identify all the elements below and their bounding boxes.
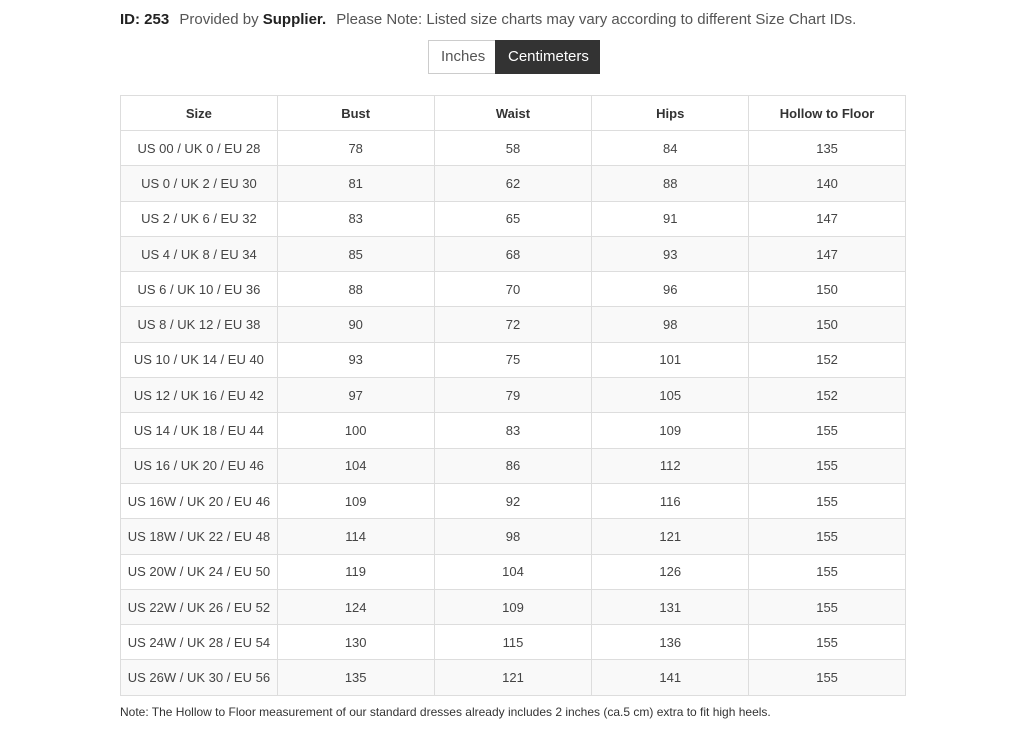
size-cell: US 10 / UK 14 / EU 40 [121, 342, 278, 377]
waist-cell: 65 [434, 201, 592, 236]
hollow-to-floor-cell: 155 [749, 625, 906, 660]
size-cell: US 18W / UK 22 / EU 48 [121, 519, 278, 554]
bust-cell: 83 [277, 201, 434, 236]
column-header-hips: Hips [592, 96, 749, 131]
hollow-to-floor-cell: 155 [749, 519, 906, 554]
hips-cell: 126 [592, 554, 749, 589]
bust-cell: 78 [277, 131, 434, 166]
supplier-label: Supplier. [262, 11, 327, 28]
size-cell: US 26W / UK 30 / EU 56 [121, 660, 278, 695]
waist-cell: 79 [434, 378, 592, 413]
hollow-to-floor-cell: 155 [749, 448, 906, 483]
size-cell: US 12 / UK 16 / EU 42 [121, 378, 278, 413]
size-cell: US 0 / UK 2 / EU 30 [121, 166, 278, 201]
bust-cell: 85 [277, 236, 434, 271]
table-row [121, 519, 906, 554]
hollow-to-floor-cell: 147 [749, 201, 906, 236]
table-row [121, 131, 906, 166]
waist-cell: 70 [434, 272, 592, 307]
unit-toggle [428, 40, 600, 74]
hollow-to-floor-cell: 155 [749, 413, 906, 448]
table-row [121, 236, 906, 271]
hips-cell: 101 [592, 342, 749, 377]
provided-by-label: Provided by [179, 11, 259, 28]
bust-cell: 135 [277, 660, 434, 695]
size-chart-header [120, 11, 856, 28]
hollow-to-floor-cell: 152 [749, 342, 906, 377]
bust-cell: 130 [277, 625, 434, 660]
size-cell: US 22W / UK 26 / EU 52 [121, 589, 278, 624]
column-header-hollow-to-floor: Hollow to Floor [749, 96, 906, 131]
waist-cell: 68 [434, 236, 592, 271]
size-cell: US 14 / UK 18 / EU 44 [121, 413, 278, 448]
hollow-to-floor-cell: 140 [749, 166, 906, 201]
waist-cell: 83 [434, 413, 592, 448]
bust-cell: 114 [277, 519, 434, 554]
waist-cell: 58 [434, 131, 592, 166]
size-chart-id: ID: 253 [120, 11, 170, 28]
table-row [121, 378, 906, 413]
hollow-to-floor-cell: 155 [749, 483, 906, 518]
size-chart-note: Please Note: Listed size charts may vary according to different Size Chart IDs. [336, 11, 857, 28]
centimeters-button[interactable]: Centimeters [495, 40, 600, 74]
size-cell: US 00 / UK 0 / EU 28 [121, 131, 278, 166]
table-row [121, 413, 906, 448]
size-chart-table [120, 95, 906, 696]
waist-cell: 75 [434, 342, 592, 377]
hollow-to-floor-cell: 150 [749, 307, 906, 342]
table-row [121, 660, 906, 695]
inches-button[interactable]: Inches [428, 40, 495, 74]
hips-cell: 98 [592, 307, 749, 342]
hollow-to-floor-cell: 155 [749, 589, 906, 624]
hips-cell: 116 [592, 483, 749, 518]
bust-cell: 93 [277, 342, 434, 377]
table-row [121, 166, 906, 201]
waist-cell: 92 [434, 483, 592, 518]
waist-cell: 109 [434, 589, 592, 624]
hips-cell: 96 [592, 272, 749, 307]
hollow-to-floor-footnote: Note: The Hollow to Floor measurement of our standard dresses already includes 2 inches (ca.5 cm) extra to fit high heels. [120, 705, 771, 719]
hips-cell: 109 [592, 413, 749, 448]
column-header-size: Size [121, 96, 278, 131]
table-row [121, 272, 906, 307]
hips-cell: 121 [592, 519, 749, 554]
hollow-to-floor-cell: 155 [749, 660, 906, 695]
table-row [121, 342, 906, 377]
table-row [121, 307, 906, 342]
table-row [121, 554, 906, 589]
waist-cell: 62 [434, 166, 592, 201]
bust-cell: 124 [277, 589, 434, 624]
bust-cell: 90 [277, 307, 434, 342]
table-row [121, 625, 906, 660]
size-cell: US 16 / UK 20 / EU 46 [121, 448, 278, 483]
size-cell: US 20W / UK 24 / EU 50 [121, 554, 278, 589]
size-cell: US 8 / UK 12 / EU 38 [121, 307, 278, 342]
hollow-to-floor-cell: 147 [749, 236, 906, 271]
bust-cell: 81 [277, 166, 434, 201]
waist-cell: 115 [434, 625, 592, 660]
hips-cell: 112 [592, 448, 749, 483]
size-cell: US 2 / UK 6 / EU 32 [121, 201, 278, 236]
hollow-to-floor-cell: 155 [749, 554, 906, 589]
hips-cell: 91 [592, 201, 749, 236]
waist-cell: 104 [434, 554, 592, 589]
bust-cell: 104 [277, 448, 434, 483]
table-row [121, 483, 906, 518]
table-row [121, 448, 906, 483]
bust-cell: 97 [277, 378, 434, 413]
waist-cell: 72 [434, 307, 592, 342]
size-cell: US 6 / UK 10 / EU 36 [121, 272, 278, 307]
column-header-bust: Bust [277, 96, 434, 131]
hips-cell: 136 [592, 625, 749, 660]
hollow-to-floor-cell: 150 [749, 272, 906, 307]
hips-cell: 93 [592, 236, 749, 271]
hips-cell: 88 [592, 166, 749, 201]
column-header-waist: Waist [434, 96, 592, 131]
size-cell: US 24W / UK 28 / EU 54 [121, 625, 278, 660]
table-row [121, 589, 906, 624]
hollow-to-floor-cell: 135 [749, 131, 906, 166]
bust-cell: 119 [277, 554, 434, 589]
waist-cell: 121 [434, 660, 592, 695]
bust-cell: 88 [277, 272, 434, 307]
size-cell: US 16W / UK 20 / EU 46 [121, 483, 278, 518]
table-row [121, 201, 906, 236]
size-cell: US 4 / UK 8 / EU 34 [121, 236, 278, 271]
bust-cell: 100 [277, 413, 434, 448]
waist-cell: 86 [434, 448, 592, 483]
waist-cell: 98 [434, 519, 592, 554]
hips-cell: 105 [592, 378, 749, 413]
hollow-to-floor-cell: 152 [749, 378, 906, 413]
hips-cell: 84 [592, 131, 749, 166]
hips-cell: 131 [592, 589, 749, 624]
table-header-row [121, 96, 906, 131]
hips-cell: 141 [592, 660, 749, 695]
bust-cell: 109 [277, 483, 434, 518]
